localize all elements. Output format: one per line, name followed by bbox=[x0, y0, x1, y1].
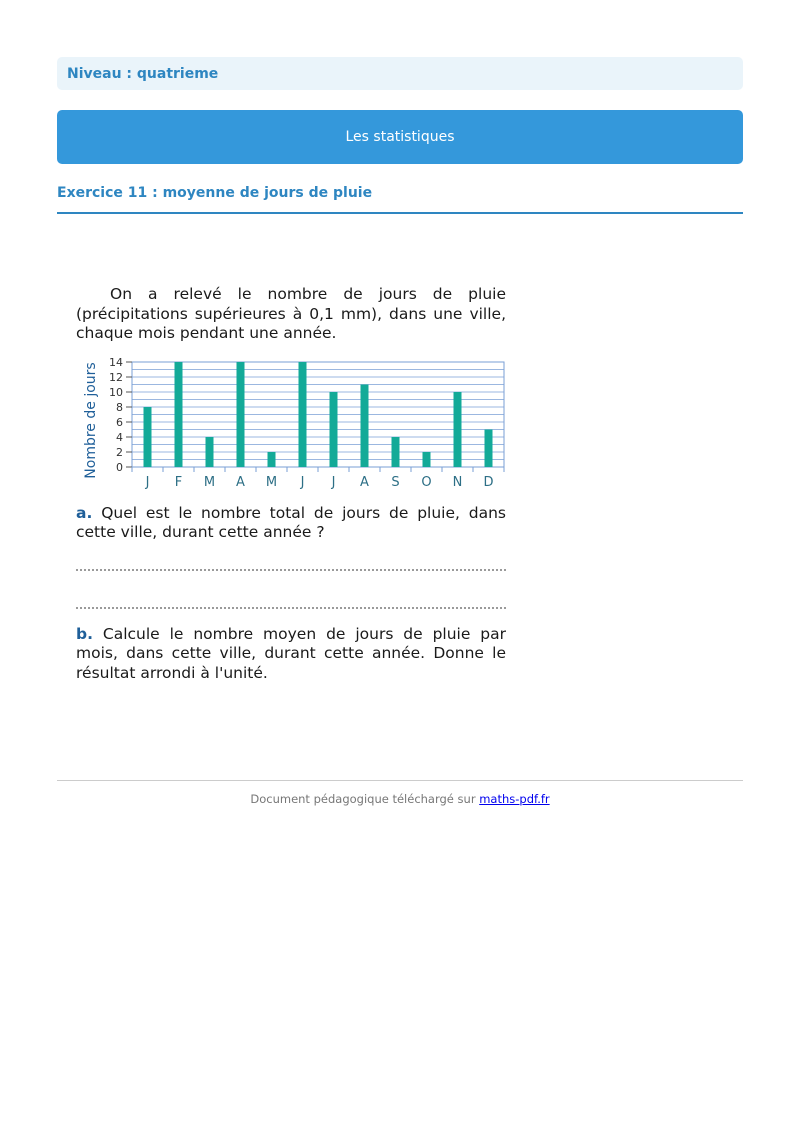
x-tick-label: A bbox=[360, 474, 369, 490]
y-tick-label: 2 bbox=[116, 445, 123, 459]
topic-banner bbox=[57, 110, 743, 164]
exercise-intro: On a relevé le nombre de jours de pluie (précipitations supérieures à 0,1 mm), dans une ville, chaque mois pendant une année. bbox=[76, 285, 506, 342]
topic-title: Les statistiques bbox=[345, 129, 455, 145]
x-tick-label: J bbox=[331, 474, 336, 490]
x-tick-label: A bbox=[236, 474, 245, 490]
exercise-title bbox=[57, 185, 743, 214]
footer-divider bbox=[57, 780, 743, 781]
bar bbox=[268, 452, 276, 467]
bar bbox=[361, 384, 369, 467]
y-tick-label: 12 bbox=[109, 370, 123, 384]
x-tick-label: J bbox=[300, 474, 305, 490]
bar bbox=[485, 429, 493, 467]
exercise-block bbox=[76, 285, 506, 683]
answer-line-1 bbox=[76, 569, 506, 571]
bar bbox=[454, 392, 462, 467]
level-box bbox=[57, 57, 743, 90]
x-tick-label: J bbox=[145, 474, 150, 490]
y-tick-label: 8 bbox=[116, 400, 123, 414]
y-tick-label: 0 bbox=[116, 460, 123, 474]
bar bbox=[144, 407, 152, 467]
question-a-text: Quel est le nombre total de jours de pluie, dans cette ville, durant cette année ? bbox=[76, 503, 506, 541]
bar bbox=[175, 362, 183, 467]
footer-link[interactable]: maths-pdf.fr bbox=[479, 792, 550, 806]
bar bbox=[423, 452, 431, 467]
question-b-letter: b. bbox=[76, 624, 93, 643]
footer bbox=[57, 792, 743, 806]
exercise-title-text: Exercice 11 : moyenne de jours de pluie bbox=[57, 185, 373, 201]
question-b bbox=[76, 625, 506, 684]
bar bbox=[299, 362, 307, 467]
x-tick-label: M bbox=[203, 474, 216, 490]
bar bbox=[237, 362, 245, 467]
x-tick-label: F bbox=[174, 474, 183, 490]
x-tick-label: N bbox=[452, 474, 463, 490]
y-tick-label: 4 bbox=[116, 430, 123, 444]
x-tick-label: O bbox=[421, 474, 432, 490]
x-tick-label: S bbox=[391, 474, 400, 490]
rain-days-chart bbox=[76, 352, 506, 492]
x-tick-label: D bbox=[483, 474, 494, 490]
answer-line-2 bbox=[76, 607, 506, 609]
bar bbox=[392, 437, 400, 467]
question-a-letter: a. bbox=[76, 503, 93, 522]
y-axis-title: Nombre de jours bbox=[83, 361, 99, 479]
footer-text: Document pédagogique téléchargé sur bbox=[250, 792, 480, 806]
level-label: Niveau : quatrieme bbox=[67, 65, 219, 82]
y-tick-label: 10 bbox=[109, 385, 123, 399]
question-b-text: Calcule le nombre moyen de jours de pluie par mois, dans cette ville, durant cette année. Donne le résultat arrondi à l'unité. bbox=[76, 624, 506, 682]
bar bbox=[206, 437, 214, 467]
x-tick-label: M bbox=[265, 474, 278, 490]
bar bbox=[330, 392, 338, 467]
y-tick-label: 6 bbox=[116, 415, 123, 429]
question-a bbox=[76, 504, 506, 543]
chart-svg bbox=[76, 352, 506, 492]
y-tick-label: 14 bbox=[109, 355, 123, 369]
